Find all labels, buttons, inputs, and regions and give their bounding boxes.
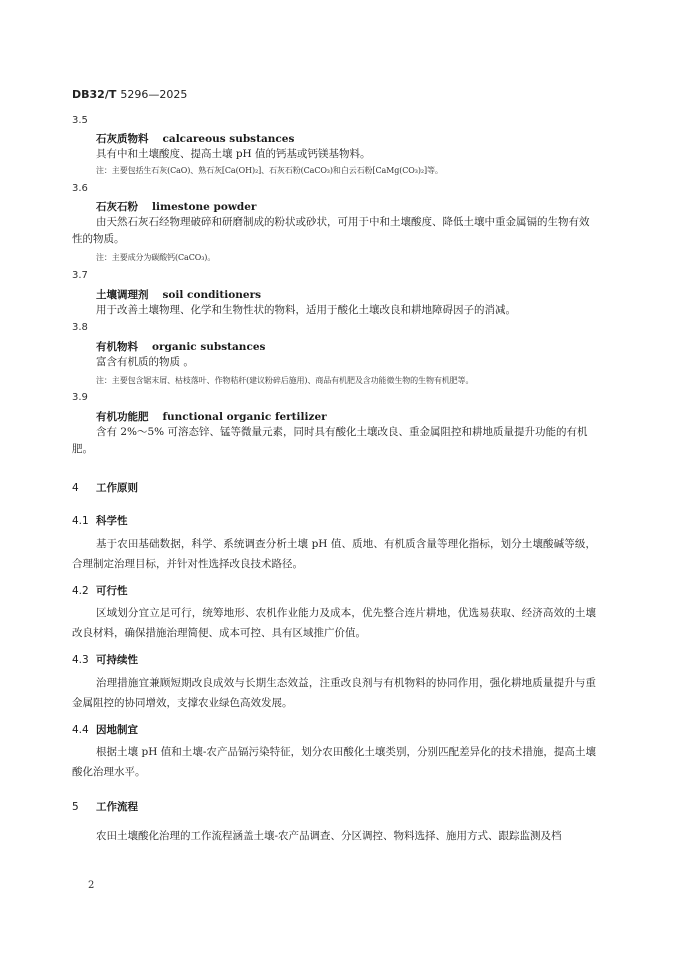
section-number: 4 bbox=[72, 482, 79, 494]
section-title: 工作原则 bbox=[96, 482, 138, 494]
subsection-number: 4.4 bbox=[72, 724, 89, 736]
term-zh: 土壤调理剂 bbox=[96, 289, 149, 301]
paragraph: 区域划分宜立足可行，统筹地形、农机作业能力及成本，优先整合连片耕地，优选易获取、经济高效的土壤改良材料，确保措施治理简便、成本可控、具有区域推广价值。 bbox=[72, 607, 596, 639]
subsection-title: 可持续性 bbox=[96, 654, 138, 666]
paragraph: 治理措施宜兼顾短期改良成效与长期生态效益，注重改良剂与有机物料的协同作用，强化耕地质量提升与重金属阻控的协同增效，支撑农业绿色高效发展。 bbox=[72, 677, 596, 709]
term-number: 3.8 bbox=[72, 322, 88, 333]
subsection-number: 4.3 bbox=[72, 654, 89, 666]
term-zh: 有机物料 bbox=[96, 341, 138, 353]
term-en: limestone powder bbox=[152, 201, 257, 213]
section-heading bbox=[72, 480, 138, 495]
subsection-heading bbox=[72, 652, 138, 667]
term-definition: 含有 2%～5% 可溶态锌、锰等微量元素，同时具有酸化土壤改良、重金属阻控和耕地质量提升功能的有机肥。 bbox=[72, 426, 588, 455]
term-en: calcareous substances bbox=[162, 133, 295, 145]
term-title bbox=[96, 339, 265, 354]
standard-header bbox=[72, 88, 187, 101]
subsection-title: 科学性 bbox=[96, 515, 128, 527]
term-definition: 由天然石灰石经物理破碎和研磨制成的粉状或砂状，可用于中和土壤酸度、降低土壤中重金属镉的生物有效性的物质。 bbox=[72, 216, 590, 245]
term-title bbox=[96, 199, 256, 214]
term-definition: 用于改善土壤物理、化学和生物性状的物料，适用于酸化土壤改良和耕地障碍因子的消减。 bbox=[96, 304, 516, 316]
subsection-number: 4.2 bbox=[72, 585, 89, 597]
subsection-heading bbox=[72, 722, 138, 737]
term-en: organic substances bbox=[152, 341, 266, 353]
term-title bbox=[96, 287, 261, 302]
subsection-heading bbox=[72, 513, 128, 528]
term-zh: 石灰质物料 bbox=[96, 133, 149, 145]
standard-code: DB32/T bbox=[72, 88, 117, 101]
term-number: 3.6 bbox=[72, 183, 88, 194]
term-zh: 有机功能肥 bbox=[96, 411, 149, 423]
subsection-heading bbox=[72, 583, 128, 598]
term-en: soil conditioners bbox=[162, 289, 262, 301]
subsection-title: 可行性 bbox=[96, 585, 128, 597]
section-title: 工作流程 bbox=[96, 801, 138, 813]
term-note: 注：主要包括生石灰(CaO)、熟石灰[Ca(OH)₂]、石灰石粉(CaCO₃)和白云石粉[CaMg(CO₃)₂]等。 bbox=[96, 166, 443, 175]
term-title bbox=[96, 409, 327, 424]
term-note: 注：主要成分为碳酸钙(CaCO₃)。 bbox=[96, 253, 216, 262]
term-zh: 石灰石粉 bbox=[96, 201, 138, 213]
term-number: 3.7 bbox=[72, 270, 88, 281]
subsection-title: 因地制宜 bbox=[96, 724, 138, 736]
page-number: 2 bbox=[88, 880, 95, 891]
term-number: 3.9 bbox=[72, 392, 88, 403]
subsection-number: 4.1 bbox=[72, 515, 89, 527]
term-definition: 具有中和土壤酸度、提高土壤 pH 值的钙基或钙镁基物料。 bbox=[96, 148, 371, 160]
paragraph: 农田土壤酸化治理的工作流程涵盖土壤-农产品调查、分区调控、物料选择、施用方式、跟踪监测及档 bbox=[96, 830, 562, 842]
paragraph: 根据土壤 pH 值和土壤-农产品镉污染特征，划分农田酸化土壤类别，分别匹配差异化的技术措施，提高土壤酸化治理水平。 bbox=[72, 746, 596, 778]
term-note: 注：主要包含锯末屑、枯枝落叶、作物秸秆(建议粉碎后施用)、商品有机肥及含功能微生物的生物有机肥等。 bbox=[96, 376, 474, 385]
paragraph: 基于农田基础数据，科学、系统调查分析土壤 pH 值、质地、有机质含量等理化指标，划分土壤酸碱等级，合理制定治理目标，并针对性选择改良技术路径。 bbox=[72, 538, 596, 570]
term-en: functional organic fertilizer bbox=[162, 411, 327, 423]
term-title bbox=[96, 131, 294, 146]
section-heading bbox=[72, 799, 138, 814]
section-number: 5 bbox=[72, 801, 79, 813]
standard-number: 5296—2025 bbox=[120, 88, 188, 101]
term-definition: 富含有机质的物质 。 bbox=[96, 356, 194, 368]
term-number: 3.5 bbox=[72, 115, 88, 126]
